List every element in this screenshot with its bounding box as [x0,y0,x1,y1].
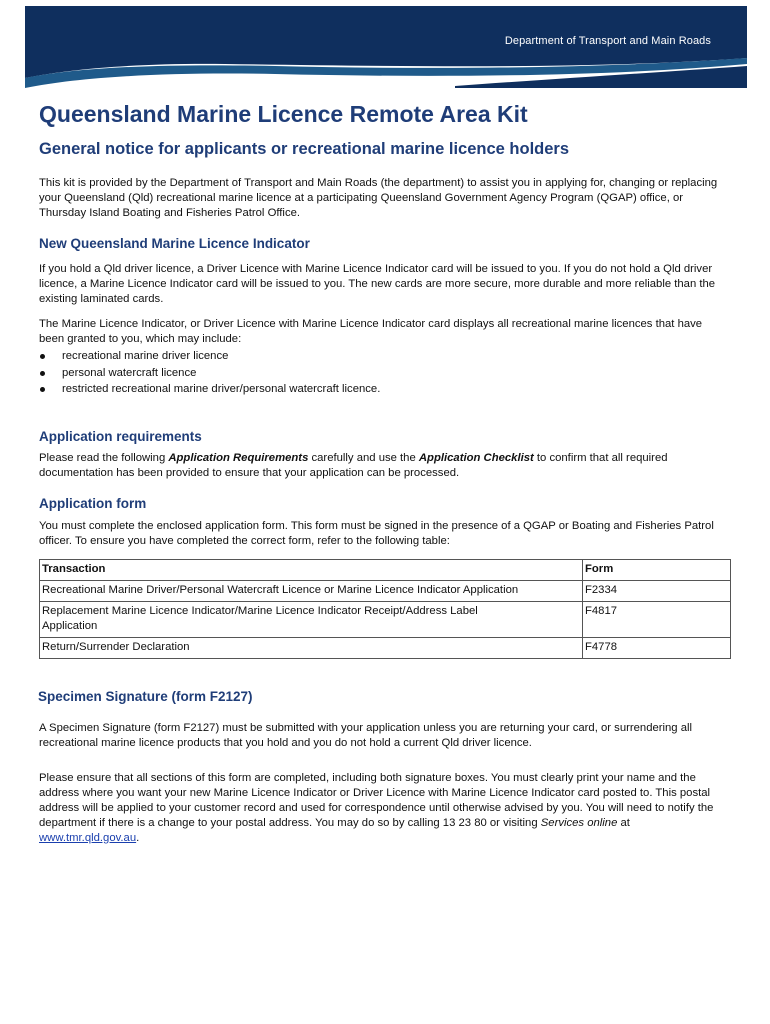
table-cell: F2334 [583,580,731,601]
table-header-row [40,559,731,580]
table-row [40,637,731,658]
licence-list [39,348,723,398]
table-header-transaction: Transaction [40,559,583,580]
bullet-icon [40,371,45,376]
indicator-paragraph-2: The Marine Licence Indicator, or Driver Licence with Marine Licence Indicator card displays all recreational marine licences that have been granted to you, which may include: [39,318,703,345]
application-form-paragraph: You must complete the enclosed application form. This form must be signed in the presence of a QGAP or Boating and Fisheries Patrol officer. To ensure you have completed the correct form, refer to the following table: [39,519,714,547]
page-title: Queensland Marine Licence Remote Area Kit [39,101,528,127]
requirements-paragraph: Please read the following Application Requirements carefully and use the Application Checklist to confirm that all required documentation has been provided to ensure that your application can be processed. [39,451,668,479]
header-banner-graphic [25,6,747,88]
checklist-emphasis: Application Checklist [418,451,534,464]
table-cell: F4817 [583,601,731,637]
document-body [39,100,723,846]
tmr-website-link[interactable]: www.tmr.qld.gov.au [39,831,137,844]
intro-paragraph: This kit is provided by the Department of Transport and Main Roads (the department) to assist you in applying for, changing or replacing your Queensland (Qld) recreational marine licence at a participating Queensland Government Agency Program (QGAP) office, or Thursday Island Boating and Fisheries Patrol Office. [39,177,718,219]
list-item: personal watercraft licence [39,365,723,382]
header-banner [25,6,747,88]
bullet-icon [40,387,45,392]
page-subtitle: General notice for applicants or recreational marine licence holders [39,140,570,158]
requirements-heading: Application requirements [39,428,202,444]
table-row [40,580,731,601]
table-row [40,601,731,637]
specimen-heading: Specimen Signature (form F2127) [38,688,253,704]
instructions-paragraph: Please ensure that all sections of this form are completed, including both signature boxes. You must clearly print your name and the address where you want your new Marine Licence Indicator or Driver Licence with Marine Licence Indicator card posted to. This postal address will be applied to your customer record and used for correspondence until otherwise advised by you. You will need to notify the department if there is a change to your postal address. You may do so by calling 13 23 80 or visiting Services online at www.tmr.qld.gov.au. [39,771,714,844]
requirements-emphasis: Application Requirements [168,451,309,464]
table-cell: Recreational Marine Driver/Personal Watercraft Licence or Marine Licence Indicator Application [40,580,583,601]
application-form-heading: Application form [39,495,147,511]
indicator-paragraph-1: If you hold a Qld driver licence, a Driver Licence with Marine Licence Indicator card will be issued to you. If you do not hold a Qld driver licence, a Marine Licence Indicator card will be issued to you. The new cards are more secure, more durable and more reliable than the existing laminated cards. [39,263,716,305]
bullet-icon [40,354,45,359]
list-item: restricted recreational marine driver/personal watercraft licence. [39,381,723,398]
transaction-table [39,559,731,659]
specimen-paragraph: A Specimen Signature (form F2127) must be submitted with your application unless you are returning your card, or surrendering all recreational marine licence products that you hold and you do not hold a current Qld driver licence. [39,721,693,749]
table-header-form: Form [583,559,731,580]
list-item: recreational marine driver licence [39,348,723,365]
services-online-text: Services online [540,816,618,829]
table-cell: Replacement Marine Licence Indicator/Marine Licence Indicator Receipt/Address Label Application [40,601,583,637]
department-name: Department of Transport and Main Roads [504,35,711,47]
indicator-heading: New Queensland Marine Licence Indicator [39,236,310,251]
table-cell: Return/Surrender Declaration [40,637,583,658]
table-cell: F4778 [583,637,731,658]
